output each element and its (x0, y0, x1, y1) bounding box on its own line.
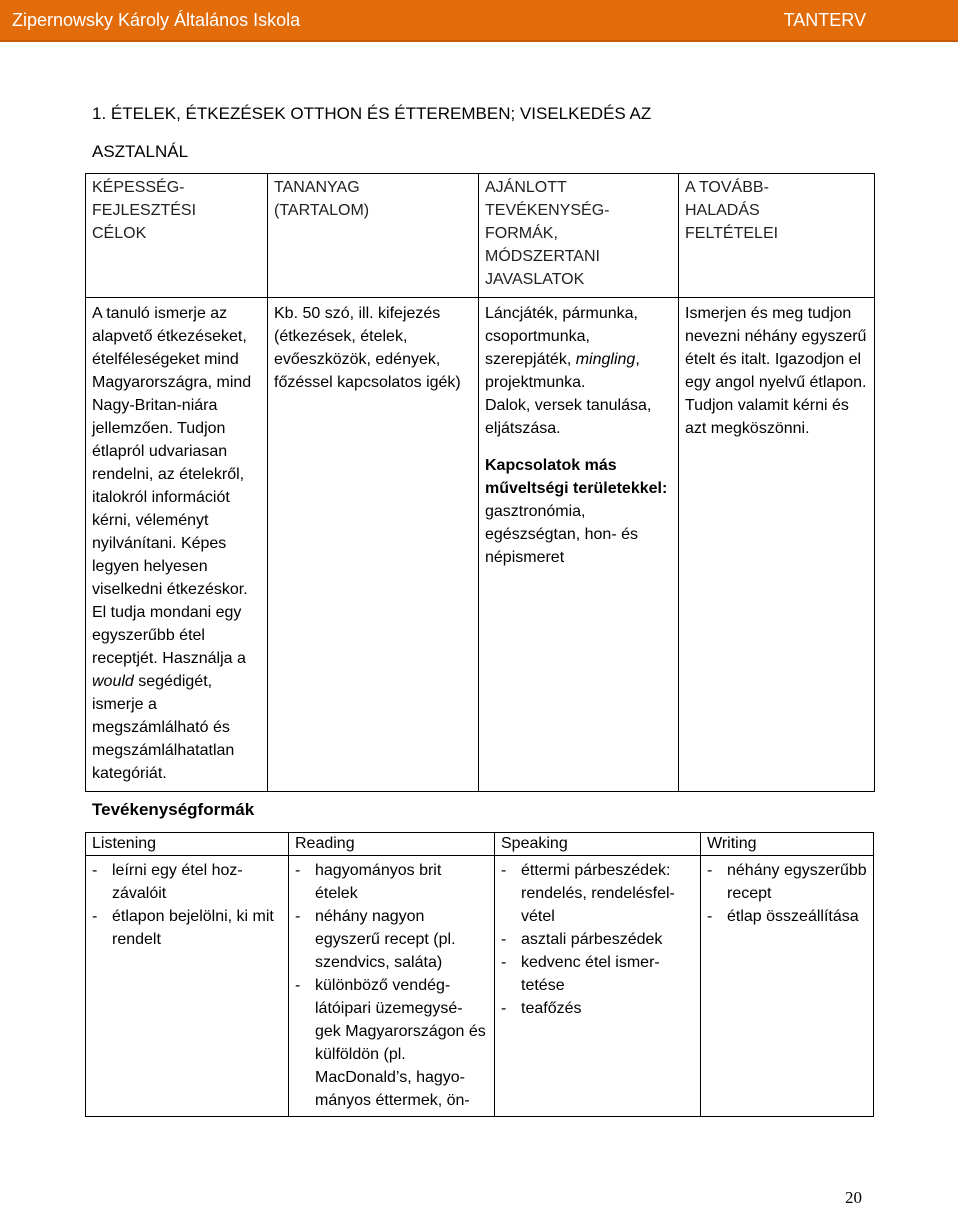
content-cell: Kb. 50 szó, ill. kifejezés (étkezések, ételek, evőeszközök, edények, főzéssel kapcsolatos igék) (268, 298, 479, 792)
header-speaking: Speaking (495, 833, 701, 856)
list-item: - hagyományos brit ételek (295, 859, 488, 905)
list-item: - néhány nagyon egyszerű recept (pl. szendvics, saláta) (295, 905, 488, 974)
page-number: 20 (845, 1188, 862, 1207)
methods-cell: Láncjáték, pármunka, csoportmunka, szerepjáték, mingling, projektmunka. Dalok, versek tanulása, eljátszása. Kapcsolatok más műveltségi területekkel: gasztronómia, egészségtan, hon- és népismeret (479, 298, 679, 792)
list-item: - különböző vendég-látóipari üzemegysé-gek Magyarországon és külföldön (pl. MacDonald’s, hagyo-mányos éttermek, ön- (295, 974, 488, 1112)
speaking-cell (495, 856, 701, 1117)
list-item: - éttermi párbeszédek: rendelés, rendelésfel-vétel (501, 859, 694, 928)
header-content: TANANYAG (TARTALOM) (268, 174, 479, 298)
curriculum-header-row (86, 174, 875, 298)
list-item: - asztali párbeszédek (501, 928, 694, 951)
header-listening: Listening (86, 833, 289, 856)
list-item: - kedvenc étel ismer-tetése (501, 951, 694, 997)
header-writing: Writing (701, 833, 874, 856)
cross-curricular-label: Kapcsolatok más műveltségi területekkel: (485, 457, 668, 497)
curriculum-body-row (86, 298, 875, 792)
activities-header-row (86, 833, 874, 856)
activities-body-row (86, 856, 874, 1117)
chapter-title-continued: ASZTALNÁL (92, 142, 189, 161)
document-type: TANTERV (783, 10, 866, 30)
list-item: - néhány egyszerűbb recept (707, 859, 867, 905)
writing-cell (701, 856, 874, 1117)
header-progress-conditions: A TOVÁBB- HALADÁS FELTÉTELEI (679, 174, 875, 298)
section-heading: Tevékenységformák (92, 800, 255, 819)
goals-cell: A tanuló ismerje az alapvető étkezéseket, ételféleségeket mind Magyarországra, mind Nagy-Britan-niára jellemzően. Tudjon étlapról udvariasan rendelni, az ételekről, italokról információt kérni, véleményt nyilvánítani. Képes legyen helyesen viselkedni étkezéskor. El tudja mondani egy egyszerűbb étel receptjét. Használja a would segédigét, ismerje a megszámlálható és megszámlálhatatlan kategóriát. (86, 298, 268, 792)
progress-conditions-cell: Ismerjen és meg tudjon nevezni néhány egyszerű ételt és italt. Igazodjon el egy angol nyelvű étlapon. Tudjon valamit kérni és azt megköszönni. (679, 298, 875, 792)
reading-cell (289, 856, 495, 1117)
list-item: - teafőzés (501, 997, 694, 1020)
list-item: - leírni egy étel hoz-závalóit (92, 859, 282, 905)
school-name: Zipernowsky Károly Általános Iskola (12, 10, 301, 30)
page-header (0, 0, 958, 42)
header-methods: AJÁNLOTT TEVÉKENYSÉG- FORMÁK, MÓDSZERTANI JAVASLATOK (479, 174, 679, 298)
list-item: - étlap összeállítása (707, 905, 867, 928)
header-reading: Reading (289, 833, 495, 856)
activities-table (85, 832, 874, 1117)
curriculum-table (85, 173, 875, 792)
listening-cell (86, 856, 289, 1117)
list-item: - étlapon bejelölni, ki mit rendelt (92, 905, 282, 951)
chapter-title: 1. ÉTELEK, ÉTKEZÉSEK OTTHON ÉS ÉTTEREMBEN; VISELKEDÉS AZ (92, 104, 652, 123)
header-goals: KÉPESSÉG- FEJLESZTÉSI CÉLOK (86, 174, 268, 298)
